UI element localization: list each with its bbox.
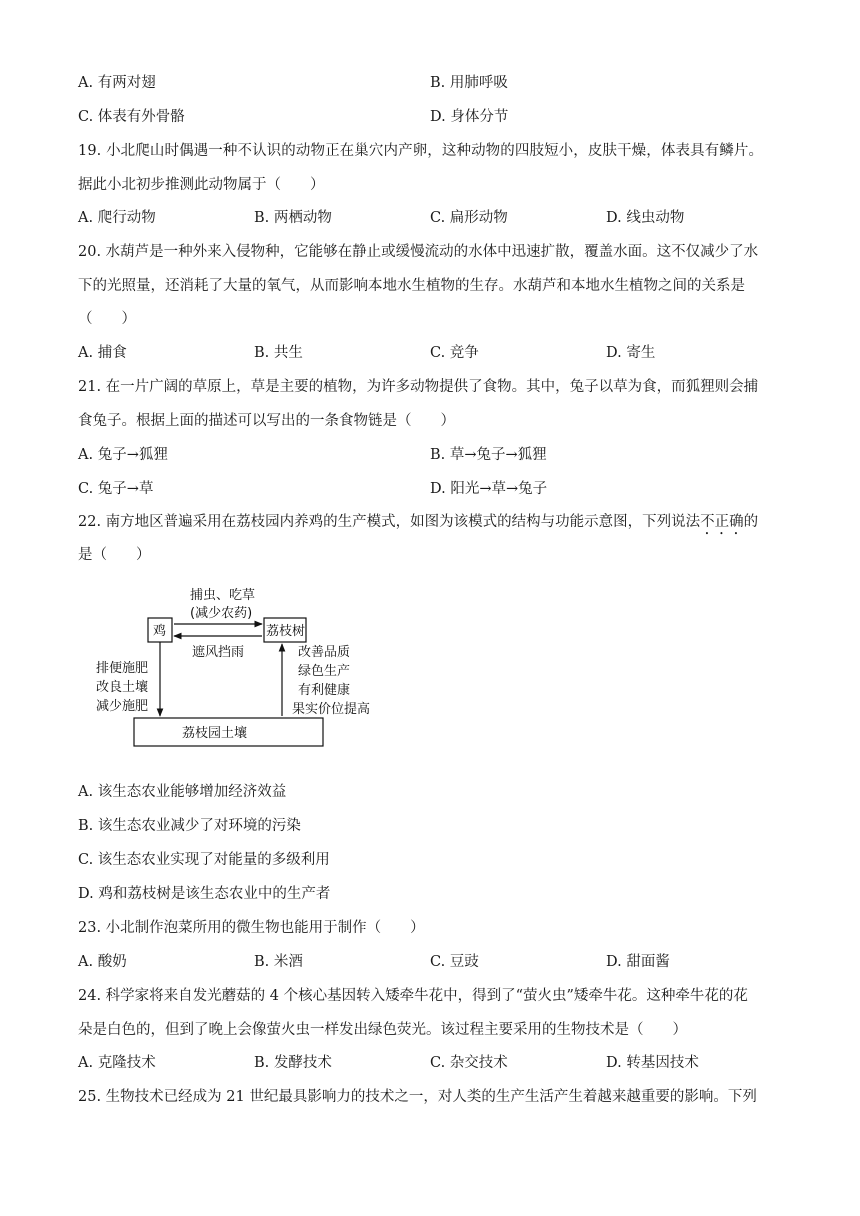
diagram-right-label-3: 有利健康: [298, 683, 351, 698]
diagram-left-label-1: 排便施肥: [96, 661, 149, 676]
q25-stem-line1: 25. 生物技术已经成为 21 世纪最具影响力的技术之一，对人类的生产生活产生着越来越重要的影响。下列: [78, 1089, 757, 1105]
q22-option-d: D. 鸡和荔枝树是该生态农业中的生产者: [78, 886, 331, 902]
q22-emphasis-not-correct: 不正确: [700, 514, 744, 530]
q20-option-b: B. 共生: [254, 345, 303, 361]
q20-stem-line1: 20. 水葫芦是一种外来入侵物种，它能够在静止或缓慢流动的水体中迅速扩散，覆盖水面。这不仅减少了水: [78, 244, 759, 260]
q20-option-d: D. 寄生: [606, 345, 656, 361]
q20-option-c: C. 竞争: [430, 345, 479, 361]
q18-option-a: A. 有两对翅: [78, 75, 156, 91]
q24-stem-line2: 朵是白色的，但到了晚上会像萤火虫一样发出绿色荧光。该过程主要采用的生物技术是（ ）: [78, 1022, 687, 1038]
q23-option-c: C. 豆豉: [430, 954, 479, 970]
q21-option-c: C. 兔子→草: [78, 481, 154, 497]
diagram-right-label-4: 果实价位提高: [292, 702, 371, 717]
q21-stem-line1: 21. 在一片广阔的草原上，草是主要的植物，为许多动物提供了食物。其中，兔子以草为食，而狐狸则会捕: [78, 379, 759, 395]
q24-option-a: A. 克隆技术: [78, 1055, 156, 1071]
q23-stem: 23. 小北制作泡菜所用的微生物也能用于制作（ ）: [78, 920, 425, 936]
q19-option-b: B. 两栖动物: [254, 210, 332, 226]
litchi-label: 荔枝树: [266, 624, 306, 639]
diagram-label-less-pesticide: (减少农药): [190, 606, 253, 621]
diagram-left-label-2: 改良土壤: [96, 680, 149, 695]
q21-stem-line2: 食兔子。根据上面的描述可以写出的一条食物链是（ ）: [78, 413, 455, 429]
diagram-right-label-2: 绿色生产: [298, 664, 351, 679]
q22-option-c: C. 该生态农业实现了对能量的多级利用: [78, 852, 330, 868]
diagram-label-catch-insects: 捕虫、吃草: [190, 588, 256, 603]
q20-stem-line2: 下的光照量，还消耗了大量的氧气，从而影响本地水生植物的生存。水葫芦和本地水生植物之间的关系是: [78, 278, 745, 294]
q21-option-b: B. 草→兔子→狐狸: [430, 447, 547, 463]
litchi-chicken-diagram: [70, 580, 390, 755]
q22-stem-line2: 是（ ）: [78, 547, 151, 563]
q24-option-c: C. 杂交技术: [430, 1055, 508, 1071]
q24-stem-line1: 24. 科学家将来自发光蘑菇的 4 个核心基因转入矮牵牛花中，得到了“萤火虫”矮牵牛花。这种牵牛花的花: [78, 988, 748, 1004]
q20-stem-line3: （ ）: [78, 311, 136, 327]
q21-option-d: D. 阳光→草→兔子: [430, 481, 548, 497]
q20-option-a: A. 捕食: [78, 345, 127, 361]
q18-option-c: C. 体表有外骨骼: [78, 109, 185, 125]
soil-label: 荔枝园土壤: [182, 726, 248, 741]
q24-option-d: D. 转基因技术: [606, 1055, 699, 1071]
diagram-right-label-1: 改善品质: [298, 645, 351, 660]
diagram-label-shelter: 遮风挡雨: [192, 645, 245, 660]
q18-option-b: B. 用肺呼吸: [430, 75, 508, 91]
q23-option-a: A. 酸奶: [78, 954, 127, 970]
q19-stem-line1: 19. 小北爬山时偶遇一种不认识的动物正在巢穴内产卵，这种动物的四肢短小，皮肤干燥，体表具有鳞片。: [78, 143, 764, 159]
q22-stem-text-end: 的: [743, 514, 759, 530]
chicken-label: 鸡: [153, 624, 167, 639]
q22-option-a: A. 该生态农业能够增加经济效益: [78, 784, 287, 800]
q18-option-d: D. 身体分节: [430, 109, 509, 125]
q23-option-d: D. 甜面酱: [606, 954, 670, 970]
q23-option-b: B. 米酒: [254, 954, 303, 970]
q22-stem-text: 22. 南方地区普遍采用在荔枝园内养鸡的生产模式，如图为该模式的结构与功能示意图，下列说法: [78, 514, 701, 530]
q19-stem-line2: 据此小北初步推测此动物属于（ ）: [78, 177, 325, 193]
q19-option-c: C. 扁形动物: [430, 210, 508, 226]
q21-option-a: A. 兔子→狐狸: [78, 447, 168, 463]
diagram-left-label-3: 减少施肥: [96, 699, 149, 714]
q24-option-b: B. 发酵技术: [254, 1055, 332, 1071]
q22-stem-line1: [78, 512, 758, 538]
q19-option-d: D. 线虫动物: [606, 210, 685, 226]
q19-option-a: A. 爬行动物: [78, 210, 156, 226]
q22-option-b: B. 该生态农业减少了对环境的污染: [78, 818, 301, 834]
